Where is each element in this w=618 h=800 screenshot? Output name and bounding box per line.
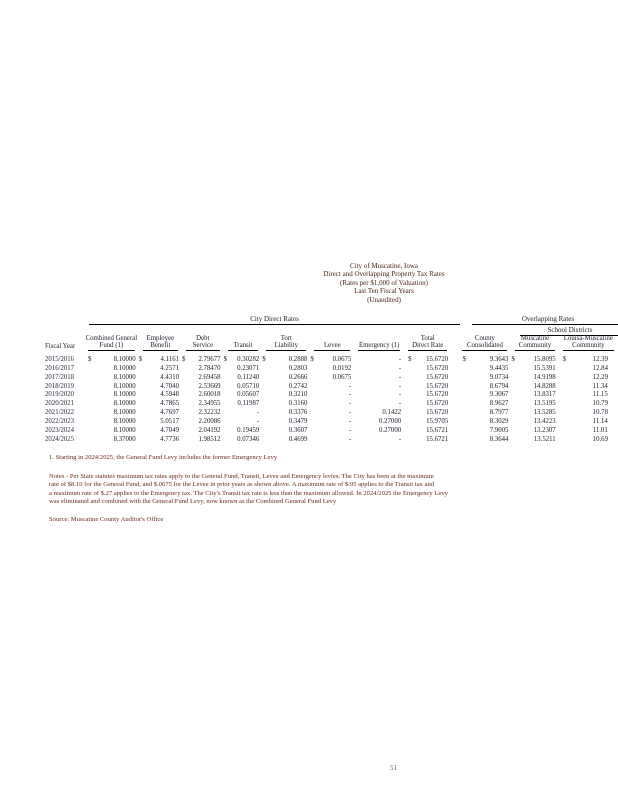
source-note: Source: Muscatine County Auditor's Office xyxy=(49,516,164,523)
transit-cell xyxy=(224,374,263,383)
total-cell xyxy=(404,436,451,445)
value: 4.7865 xyxy=(160,400,179,408)
value: 0.07346 xyxy=(237,435,260,443)
value: 0.19459 xyxy=(237,426,260,434)
tax-rates-table xyxy=(45,334,618,444)
notes xyxy=(49,473,448,507)
tort-cell xyxy=(262,365,310,374)
tort-cell xyxy=(262,400,310,409)
cgf-cell xyxy=(84,418,139,427)
dollar-sign: $ xyxy=(408,356,412,363)
value: 14.9198 xyxy=(533,373,556,381)
table-row xyxy=(45,409,618,418)
emp-cell xyxy=(139,400,182,409)
report-title xyxy=(250,262,518,304)
musc-cell xyxy=(511,409,558,418)
value: 0.23071 xyxy=(237,364,260,372)
emp-cell xyxy=(139,427,182,436)
value: 4.1161 xyxy=(160,356,179,363)
value: 4.5948 xyxy=(160,391,179,399)
emerg-cell xyxy=(354,436,404,445)
value: - xyxy=(349,382,352,390)
emp-cell xyxy=(139,418,182,427)
header-combined-general: Combined General Fund (1) xyxy=(85,334,138,350)
emp-cell xyxy=(139,383,182,392)
cgf-cell xyxy=(84,356,139,365)
dollar-sign: $ xyxy=(511,356,515,363)
header-county: County Consolidated xyxy=(458,334,511,351)
value: 15.6721 xyxy=(426,426,449,434)
louisa-cell xyxy=(559,400,618,409)
value: 0.4699 xyxy=(288,435,308,443)
emerg-cell xyxy=(354,409,404,418)
dollar-sign: $ xyxy=(223,356,227,363)
tort-cell xyxy=(262,383,310,392)
value: - xyxy=(349,400,352,408)
levee-cell xyxy=(310,418,354,427)
musc-cell xyxy=(511,391,558,400)
debt-cell xyxy=(182,436,224,445)
dollar-sign: $ xyxy=(138,356,143,363)
debt-cell xyxy=(182,409,224,418)
fiscal-year-cell: 2019/2020 xyxy=(45,391,75,399)
debt-cell xyxy=(182,383,224,392)
value: 2.53669 xyxy=(198,382,221,390)
value: - xyxy=(398,435,402,443)
musc-cell xyxy=(511,427,558,436)
value: 2.32232 xyxy=(198,409,221,417)
musc-cell xyxy=(511,356,558,365)
value: 5.0517 xyxy=(160,417,179,425)
value: 4.7736 xyxy=(160,435,179,443)
value: 11.34 xyxy=(592,382,608,390)
emerg-cell xyxy=(354,391,404,400)
value: - xyxy=(349,435,352,443)
emerg-cell xyxy=(354,356,404,365)
value: 12.39 xyxy=(592,356,608,363)
header-muscatine: Muscatine Community xyxy=(511,334,558,351)
header-levee: Levee xyxy=(310,334,354,351)
value: 2.79677 xyxy=(198,356,221,363)
value: 15.6720 xyxy=(426,364,449,372)
value: - xyxy=(349,426,352,434)
transit-cell xyxy=(224,383,263,392)
title-line: (Unaudited) xyxy=(367,295,401,304)
dollar-sign: $ xyxy=(182,356,186,363)
divider xyxy=(89,324,460,325)
transit-cell xyxy=(224,365,263,374)
louisa-cell xyxy=(559,374,618,383)
value: 1.98512 xyxy=(198,435,221,443)
county-cell xyxy=(458,391,511,400)
musc-cell xyxy=(511,383,558,392)
value: 2.20086 xyxy=(198,417,221,425)
table-row xyxy=(45,356,618,365)
value: - xyxy=(398,356,402,363)
title-line: Direct and Overlapping Property Tax Rates xyxy=(323,270,445,279)
value: 0.3479 xyxy=(288,417,308,425)
emp-cell xyxy=(139,374,182,383)
debt-cell xyxy=(182,356,224,365)
value: 4.7697 xyxy=(160,409,179,417)
value: 2.60018 xyxy=(198,391,221,399)
value: - xyxy=(398,373,402,381)
value: 13.5285 xyxy=(533,409,556,417)
fiscal-year-cell: 2020/2021 xyxy=(45,400,75,408)
emp-cell xyxy=(139,356,182,365)
debt-cell xyxy=(182,418,224,427)
title-line: Last Ten Fiscal Years xyxy=(354,287,414,296)
value: 10.78 xyxy=(592,409,608,417)
value: 15.6720 xyxy=(426,391,449,399)
louisa-cell xyxy=(559,391,618,400)
notes-line: was eliminated and combined with the General Fund Levy, now known as the Combined General Fund Levy xyxy=(49,498,337,506)
value: 8.37000 xyxy=(113,435,136,443)
notes-line: a maximum rate of $.27 applies to the Emergency tax. The City's Transit tax rate is less than the maximum allowed. In 2024/2025 the Emergency Levy xyxy=(49,489,448,497)
header-employee-benefit: Employee Benefit xyxy=(139,334,182,351)
debt-cell xyxy=(182,400,224,409)
value: 8.9627 xyxy=(489,400,509,408)
cgf-cell xyxy=(84,427,139,436)
value: 15.6720 xyxy=(426,409,449,417)
value: 0.3376 xyxy=(288,409,308,417)
header-debt-service: Debt Service xyxy=(182,334,224,351)
value: 9.3067 xyxy=(489,391,509,399)
musc-cell xyxy=(511,365,558,374)
table-row xyxy=(45,400,618,409)
value: 0.27000 xyxy=(379,417,402,425)
value: 0.2742 xyxy=(288,382,308,390)
value: - xyxy=(349,417,352,425)
tort-cell xyxy=(262,409,310,418)
louisa-cell xyxy=(559,365,618,374)
cgf-cell xyxy=(84,400,139,409)
value: 11.15 xyxy=(592,391,608,399)
fiscal-year-cell: 2022/2023 xyxy=(45,417,75,425)
value: 8.10000 xyxy=(113,364,136,372)
dollar-sign: $ xyxy=(88,356,92,363)
page-number: 51 xyxy=(390,764,397,772)
value: 0.1422 xyxy=(382,409,402,417)
dollar-sign: $ xyxy=(462,356,466,363)
cgf-cell xyxy=(84,374,139,383)
transit-cell xyxy=(224,391,263,400)
total-cell xyxy=(404,427,451,436)
value: 0.3160 xyxy=(288,400,308,408)
county-cell xyxy=(458,436,511,445)
value: 12.84 xyxy=(592,364,608,372)
value: 15.8095 xyxy=(533,356,556,363)
value: 11.14 xyxy=(592,417,608,425)
value: 13.4223 xyxy=(533,417,556,425)
value: 8.3644 xyxy=(489,435,509,443)
value: 14.8288 xyxy=(533,382,556,390)
debt-cell xyxy=(182,391,224,400)
value: 4.7049 xyxy=(160,426,179,434)
title-line: (Rates per $1,000 of Valuation) xyxy=(340,278,428,287)
value: 9.4435 xyxy=(489,364,509,372)
emerg-cell xyxy=(354,374,404,383)
value: 0.05607 xyxy=(237,391,260,399)
fiscal-year-cell: 2024/2025 xyxy=(45,435,75,443)
footnote: 1. Starting in 2024/2025, the General Fund Levy includes the former Emergency Levy xyxy=(49,454,278,461)
transit-cell xyxy=(224,436,263,445)
value: 0.3210 xyxy=(288,391,308,399)
header-total-direct: Total Direct Rate xyxy=(404,334,451,351)
transit-cell xyxy=(223,356,266,365)
louisa-cell xyxy=(559,436,618,445)
transit-cell xyxy=(224,427,263,436)
table-row xyxy=(45,383,618,392)
value: 0.30282 xyxy=(237,356,260,363)
emerg-cell xyxy=(354,418,404,427)
levee-cell xyxy=(310,436,354,445)
group-city-direct: City Direct Rates xyxy=(250,315,299,323)
value: - xyxy=(398,382,402,390)
tort-cell xyxy=(262,391,310,400)
value: 13.2307 xyxy=(533,426,556,434)
divider xyxy=(472,324,618,325)
value: 15.6720 xyxy=(426,382,449,390)
header-louisa-muscatine: Louisa-Muscatine Community xyxy=(563,334,613,350)
musc-cell xyxy=(511,418,558,427)
county-cell xyxy=(458,374,511,383)
table-row xyxy=(45,365,618,374)
levee-cell xyxy=(310,356,354,365)
county-cell xyxy=(458,383,511,392)
debt-cell xyxy=(182,427,224,436)
cgf-cell xyxy=(84,436,139,445)
county-cell xyxy=(458,356,511,365)
levee-cell xyxy=(310,409,354,418)
county-cell xyxy=(458,427,511,436)
value: 8.10000 xyxy=(113,400,136,408)
header-emergency: Emergency (1) xyxy=(358,342,400,350)
value: 9.0734 xyxy=(489,373,509,381)
county-cell xyxy=(458,365,511,374)
value: - xyxy=(256,409,260,417)
table-row xyxy=(45,436,618,445)
debt-cell xyxy=(182,365,224,374)
value: 10.79 xyxy=(592,400,608,408)
value: 9.3643 xyxy=(489,356,509,363)
dollar-sign: $ xyxy=(262,356,266,363)
levee-cell xyxy=(310,383,354,392)
dollar-sign: $ xyxy=(310,356,314,363)
value: 15.6721 xyxy=(426,435,449,443)
value: 8.10000 xyxy=(113,356,136,363)
total-cell xyxy=(404,356,451,365)
cgf-cell xyxy=(84,365,139,374)
fiscal-year-cell: 2018/2019 xyxy=(45,382,75,390)
louisa-cell xyxy=(559,418,618,427)
value: 2.04192 xyxy=(198,426,221,434)
fiscal-year-cell: 2023/2024 xyxy=(45,426,75,434)
county-cell xyxy=(458,400,511,409)
cgf-cell xyxy=(84,391,139,400)
table-row xyxy=(45,427,618,436)
emp-cell xyxy=(139,409,182,418)
value: 2.78470 xyxy=(198,364,221,372)
value: 8.10000 xyxy=(113,373,136,381)
value: 0.05710 xyxy=(237,382,260,390)
total-cell xyxy=(404,391,451,400)
levee-cell xyxy=(310,365,354,374)
tort-cell xyxy=(262,356,310,365)
value: 4.7040 xyxy=(160,382,179,390)
header-fiscal-year: Fiscal Year xyxy=(45,343,76,351)
value: 15.6720 xyxy=(426,373,449,381)
levee-cell xyxy=(310,391,354,400)
value: 13.8317 xyxy=(533,391,556,399)
emp-cell xyxy=(139,391,182,400)
levee-cell xyxy=(310,400,354,409)
group-school-districts: School Districts xyxy=(547,326,593,334)
value: 13.5195 xyxy=(533,400,556,408)
value: 8.3029 xyxy=(489,417,509,425)
header-row xyxy=(45,334,618,351)
value: - xyxy=(398,364,402,372)
table-row xyxy=(45,391,618,400)
group-overlapping: Overlapping Rates xyxy=(521,315,575,323)
total-cell xyxy=(404,365,451,374)
emerg-cell xyxy=(354,427,404,436)
value: 8.10000 xyxy=(113,391,136,399)
value: 0.2888 xyxy=(288,356,308,363)
table-row xyxy=(45,418,618,427)
emerg-cell xyxy=(354,383,404,392)
levee-cell xyxy=(310,427,354,436)
louisa-cell xyxy=(559,409,618,418)
musc-cell xyxy=(511,436,558,445)
tort-cell xyxy=(262,427,310,436)
louisa-cell xyxy=(559,383,618,392)
total-cell xyxy=(404,418,451,427)
tort-cell xyxy=(262,418,310,427)
value: 12.29 xyxy=(592,373,608,381)
value: 0.2666 xyxy=(288,373,308,381)
value: 8.10000 xyxy=(113,409,136,417)
value: 0.0675 xyxy=(332,356,352,363)
emerg-cell xyxy=(354,400,404,409)
dollar-sign: $ xyxy=(562,356,567,363)
transit-cell xyxy=(224,418,263,427)
value: - xyxy=(398,400,402,408)
value: 10.69 xyxy=(592,435,608,443)
total-cell xyxy=(404,400,451,409)
cgf-cell xyxy=(84,383,139,392)
value: 8.7977 xyxy=(489,409,509,417)
cgf-cell xyxy=(84,409,139,418)
transit-cell xyxy=(224,400,263,409)
value: 15.6720 xyxy=(426,356,449,363)
value: 0.0675 xyxy=(332,373,352,381)
value: - xyxy=(398,391,402,399)
levee-cell xyxy=(310,374,354,383)
value: 7.9005 xyxy=(489,426,509,434)
value: 13.5211 xyxy=(533,435,556,443)
value: 2.34955 xyxy=(198,400,221,408)
county-cell xyxy=(458,418,511,427)
tort-cell xyxy=(262,374,310,383)
value: 8.10000 xyxy=(113,417,136,425)
musc-cell xyxy=(511,400,558,409)
value: 11.01 xyxy=(592,426,608,434)
emp-cell xyxy=(139,436,182,445)
debt-cell xyxy=(182,374,224,383)
total-cell xyxy=(404,374,451,383)
value: 0.3607 xyxy=(288,426,308,434)
emp-cell xyxy=(139,365,182,374)
value: 4.2571 xyxy=(160,364,179,372)
musc-cell xyxy=(511,374,558,383)
value: 0.27000 xyxy=(379,426,402,434)
value: - xyxy=(256,417,260,425)
louisa-cell xyxy=(559,356,618,365)
header-tort-liability: Tort Liability xyxy=(262,334,310,351)
value: 15.9705 xyxy=(426,417,449,425)
county-cell xyxy=(458,409,511,418)
total-cell xyxy=(404,383,451,392)
value: 15.5391 xyxy=(533,364,556,372)
value: 0.11987 xyxy=(237,400,260,408)
value: - xyxy=(349,391,352,399)
value: 0.11240 xyxy=(237,373,260,381)
value: 8.6794 xyxy=(489,382,509,390)
table-row xyxy=(45,374,618,383)
value: 4.4310 xyxy=(160,373,179,381)
fiscal-year-cell: 2016/2017 xyxy=(45,364,75,372)
transit-cell xyxy=(224,409,263,418)
value: 8.10000 xyxy=(113,382,136,390)
value: 2.69458 xyxy=(198,373,221,381)
title-line: City of Muscatine, Iowa xyxy=(349,262,419,270)
value: 8.10000 xyxy=(113,426,136,434)
value: 0.2803 xyxy=(288,364,308,372)
header-transit: Transit xyxy=(224,334,263,351)
emerg-cell xyxy=(354,365,404,374)
fiscal-year-cell: 2021/2022 xyxy=(45,409,75,417)
tort-cell xyxy=(262,436,310,445)
fiscal-year-cell: 2017/2018 xyxy=(45,373,75,381)
total-cell xyxy=(404,409,451,418)
notes-line: rate of $8.10 for the General Fund, and $.0675 for the Levee in prior years as shown above. A maximum rate of $.95 applies to the Transit tax and xyxy=(49,481,435,489)
louisa-cell xyxy=(559,427,618,436)
value: 0.0192 xyxy=(332,364,352,372)
value: 15.6720 xyxy=(426,400,449,408)
notes-line: Notes - Per State statutes maximum tax rates apply to the General Fund, Transit, Levee and Emergency levies. The City has been at the maximum xyxy=(49,473,434,480)
fiscal-year-cell: 2015/2016 xyxy=(45,356,75,363)
value: - xyxy=(349,409,352,417)
